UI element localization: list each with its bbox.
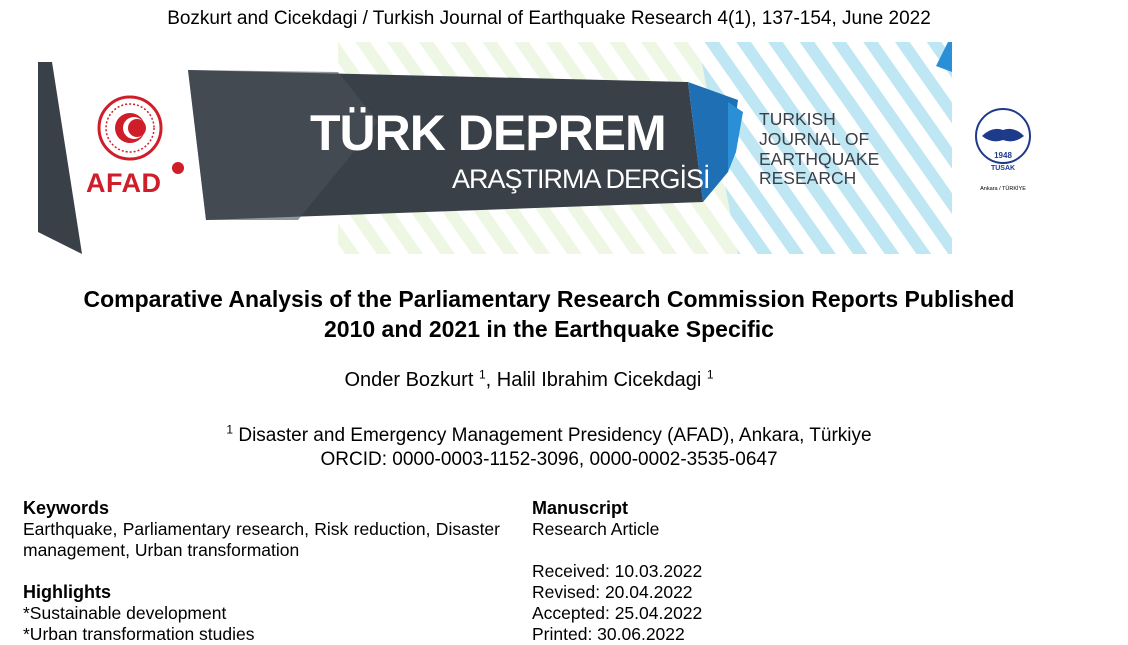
affiliation-text: Disaster and Emergency Management Presidency (AFAD), Ankara, Türkiye xyxy=(238,425,872,446)
tusak-year: 1948 xyxy=(994,151,1012,160)
printed-date: Printed: 30.06.2022 xyxy=(532,624,685,644)
revised-date: Revised: 20.04.2022 xyxy=(532,582,693,602)
banner-title-big: TÜRK DEPREM xyxy=(310,105,666,161)
manuscript-column xyxy=(532,498,932,645)
manuscript-heading: Manuscript xyxy=(532,498,629,518)
manuscript-type: Research Article xyxy=(532,519,660,539)
received-date: Received: 10.03.2022 xyxy=(532,561,703,581)
highlight-item: *Urban transformation studies xyxy=(23,624,255,644)
english-title-line: EARTHQUAKE xyxy=(759,149,880,169)
paper-title-line: Comparative Analysis of the Parliamentary Research Commission Reports Published xyxy=(83,286,1015,312)
english-title-line: RESEARCH xyxy=(759,168,857,188)
accepted-date: Accepted: 25.04.2022 xyxy=(532,603,703,623)
paper-title xyxy=(0,284,1098,344)
english-title-line: JOURNAL OF xyxy=(759,129,870,149)
tusak-location: Ankara / TÜRKİYE xyxy=(980,186,1026,192)
running-head: Bozkurt and Cicekdagi / Turkish Journal of Earthquake Research 4(1), 137-154, June 2022 xyxy=(167,8,931,29)
author-affiliation-mark: 1 xyxy=(478,367,486,382)
banner-title xyxy=(300,100,710,200)
highlight-item: *Sustainable development xyxy=(23,603,227,623)
affiliation-mark: 1 xyxy=(226,422,234,437)
tusak-name: TUSAK xyxy=(990,165,1016,172)
english-title-line: TURKISH xyxy=(759,109,836,129)
author-affiliation-mark: 1 xyxy=(706,367,714,382)
author-name: Onder Bozkurt xyxy=(344,369,474,391)
affiliation xyxy=(0,424,1098,472)
banner-english-title xyxy=(755,108,945,198)
orcid-line: ORCID: 0000-0003-1152-3096, 0000-0002-3535-0647 xyxy=(320,449,778,470)
author-separator: , xyxy=(485,369,497,391)
highlights-heading: Highlights xyxy=(23,582,111,602)
tusak-logo xyxy=(968,106,1038,196)
author-name: Halil Ibrahim Cicekdagi xyxy=(496,369,702,391)
keywords-heading: Keywords xyxy=(23,498,110,518)
keywords-text: Earthquake, Parliamentary research, Risk reduction, Disaster management, Urban transformation xyxy=(23,519,500,560)
afad-logo-text: AFAD xyxy=(86,168,162,198)
paper-title-line: 2010 and 2021 in the Earthquake Specific xyxy=(324,316,774,342)
keywords-highlights-column xyxy=(23,498,500,645)
author-list xyxy=(0,369,1058,392)
banner-title-sub: ARAŞTIRMA DERGİSİ xyxy=(452,164,710,194)
